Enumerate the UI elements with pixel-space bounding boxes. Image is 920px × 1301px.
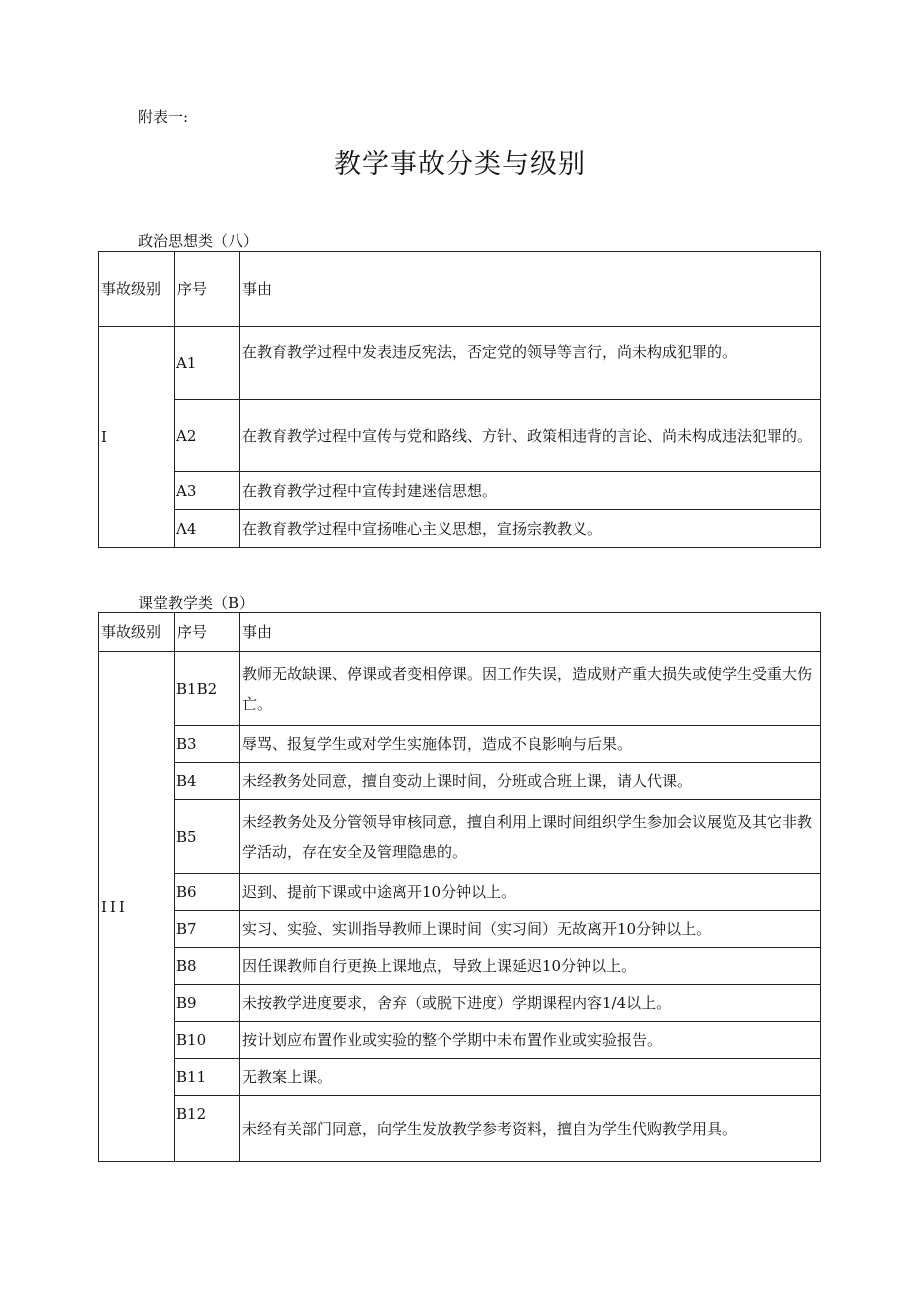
- table-row: [99, 327, 821, 400]
- table-row: [99, 985, 821, 1022]
- section-a-caption: 政治思想类（八）: [138, 232, 259, 250]
- table-row: [99, 400, 821, 472]
- table-row: [99, 1022, 821, 1059]
- level-cell: III: [99, 652, 175, 1162]
- seq-cell: B3: [175, 726, 240, 763]
- seq-cell: B8: [175, 948, 240, 985]
- reason-cell: 在教育教学过程中宣扬唯心主义思想，宣扬宗教教义。: [240, 510, 821, 548]
- reason-cell: 未经教务处同意，擅自变动上课时间，分班或合班上课，请人代课。: [240, 763, 821, 800]
- section-b-caption: 课堂教学类（B）: [138, 594, 255, 612]
- seq-cell: B11: [175, 1059, 240, 1096]
- seq-cell: B10: [175, 1022, 240, 1059]
- political-accident-table: [98, 251, 821, 548]
- table-row: [99, 948, 821, 985]
- appendix-label: 附表一:: [138, 108, 189, 126]
- reason-cell: 未按教学进度要求，舍弃（或脱下进度）学期课程内容1/4以上。: [240, 985, 821, 1022]
- table-row: [99, 652, 821, 726]
- header-level: 事故级别: [99, 252, 175, 327]
- table-row: [99, 472, 821, 510]
- reason-cell: 未经教务处及分管领导审核同意，擅自利用上课时间组织学生参加会议展览及其它非教学活动，存在安全及管理隐患的。: [240, 800, 821, 874]
- header-reason: 事由: [240, 613, 821, 652]
- page-title: 教学事故分类与级别: [334, 149, 586, 180]
- table-row: [99, 874, 821, 911]
- header-level: 事故级别: [99, 613, 175, 652]
- table-row: [99, 911, 821, 948]
- header-seq: 序号: [175, 613, 240, 652]
- reason-cell: 迟到、提前下课或中途离开10分钟以上。: [240, 874, 821, 911]
- seq-cell: B12: [175, 1096, 240, 1162]
- seq-cell: B1B2: [175, 652, 240, 726]
- seq-cell: B9: [175, 985, 240, 1022]
- seq-cell: B6: [175, 874, 240, 911]
- reason-cell: 因任课教师自行更换上课地点，导致上课延迟10分钟以上。: [240, 948, 821, 985]
- table-row: [99, 800, 821, 874]
- table-row: [99, 763, 821, 800]
- seq-cell: A3: [175, 472, 240, 510]
- seq-cell: B4: [175, 763, 240, 800]
- reason-cell: 在教育教学过程中宣传与党和路线、方针、政策相违背的言论、尚未构成违法犯罪的。: [240, 400, 821, 472]
- reason-cell: 辱骂、报复学生或对学生实施体罚，造成不良影响与后果。: [240, 726, 821, 763]
- header-seq: 序号: [175, 252, 240, 327]
- seq-cell: B5: [175, 800, 240, 874]
- seq-cell: A2: [175, 400, 240, 472]
- reason-cell: 实习、实验、实训指导教师上课时间（实习间）无故离开10分钟以上。: [240, 911, 821, 948]
- header-reason: 事由: [240, 252, 821, 327]
- seq-cell: B7: [175, 911, 240, 948]
- reason-cell: 无教案上课。: [240, 1059, 821, 1096]
- reason-cell: 在教育教学过程中宣传封建迷信思想。: [240, 472, 821, 510]
- reason-cell: 未经有关部门同意，向学生发放教学参考资料，擅自为学生代购教学用具。: [240, 1096, 821, 1162]
- level-cell: I: [99, 327, 175, 548]
- seq-cell: Λ4: [175, 510, 240, 548]
- seq-cell: A1: [175, 327, 240, 400]
- classroom-accident-table: [98, 612, 821, 1162]
- table-header-row: [99, 613, 821, 652]
- table-row: [99, 510, 821, 548]
- table-row: [99, 1096, 821, 1162]
- reason-cell: 在教育教学过程中发表违反宪法，否定党的领导等言行，尚未构成犯罪的。: [240, 327, 821, 400]
- table-row: [99, 1059, 821, 1096]
- table-row: [99, 726, 821, 763]
- table-header-row: [99, 252, 821, 327]
- reason-cell: 按计划应布置作业或实验的整个学期中未布置作业或实验报告。: [240, 1022, 821, 1059]
- reason-cell: 教师无故缺课、停课或者变相停课。因工作失误，造成财产重大损失或使学生受重大伤亡。: [240, 652, 821, 726]
